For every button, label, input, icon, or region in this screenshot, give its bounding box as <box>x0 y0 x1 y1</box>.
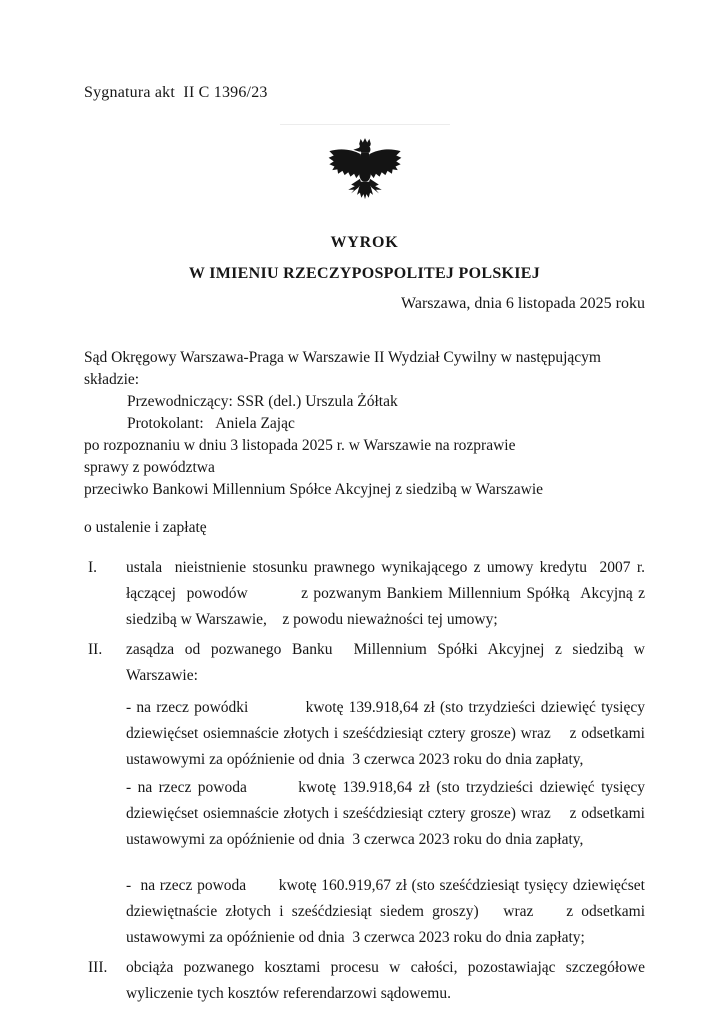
ruling-2-sub-item-2: - na rzecz powoda kwotę 139.918,64 zł (sto trzydzieści dziewięć tysięcy dziewięćset osiemnaście złotych i sześćdziesiąt cztery grosze) wraz z odsetkami ustawowymi za opóźnienie od dnia 3 czerwca 2023 roku do dnia zapłaty, <box>126 779 645 848</box>
judgment-title: WYROK <box>330 234 399 251</box>
subject-line: o ustalenie i zapłatę <box>84 519 207 536</box>
polish-eagle-emblem <box>325 127 405 219</box>
emblem-top-divider <box>280 124 450 125</box>
hearing-line: po rozpoznaniu w dniu 3 listopada 2025 r. w Warszawie na rozprawie <box>84 437 516 454</box>
ruling-item-1 <box>84 555 645 635</box>
presiding-judge-line: Przewodniczący: SSR (del.) Urszula Żółtak <box>127 393 398 410</box>
ruling-body-1 <box>126 555 645 635</box>
ruling-number-3: III. <box>88 959 108 976</box>
judgment-subtitle: W IMIENIU RZECZYPOSPOLITEJ POLSKIEJ <box>188 265 541 282</box>
emblem-container <box>84 124 645 224</box>
intro-section <box>84 347 645 539</box>
ruling-body-3 <box>126 955 645 1009</box>
ruling-1-paragraph: ustala nieistnienie stosunku prawnego wynikającego z umowy kredytu 2007 r. łączącej powodów z pozwanym Bankiem Millennium Spółką Akcyjną z siedzibą w Warszawie, z powodu nieważności tej umowy; <box>126 559 645 628</box>
rulings-list <box>84 555 645 1009</box>
ruling-3-paragraph: obciąża pozwanego kosztami procesu w całości, pozostawiając szczegółowe wyliczenie tych kosztów referendarzowi sądowemu. <box>126 959 645 1002</box>
case-number: Sygnatura akt II C 1396/23 <box>84 84 268 101</box>
ruling-item-3 <box>84 955 645 1009</box>
claim-line: sprawy z powództwa <box>84 459 215 476</box>
ruling-2-sub-item-3: - na rzecz powoda kwotę 160.919,67 zł (sto sześćdziesiąt tysięcy dziewięćset dziewiętnaście złotych i sześćdziesiąt siedem groszy) wraz z odsetkami ustawowymi za opóźnienie od dnia 3 czerwca 2023 roku do dnia zapłaty; <box>126 877 645 946</box>
clerk-line: Protokolant: Aniela Zając <box>127 415 295 432</box>
ruling-2-sub-item-1: - na rzecz powódki kwotę 139.918,64 zł (sto trzydzieści dziewięć tysięcy dziewięćset osiemnaście złotych i sześćdziesiąt cztery grosze) wraz z odsetkami ustawowymi za opóźnienie od dnia 3 czerwca 2023 roku do dnia zapłaty, <box>126 699 645 768</box>
place-date-line: Warszawa, dnia 6 listopada 2025 roku <box>401 295 645 312</box>
ruling-item-2 <box>84 637 645 953</box>
ruling-2-intro: zasądza od pozwanego Banku Millennium Spółki Akcyjnej z siedzibą w Warszawie: <box>126 641 645 684</box>
ruling-body-2 <box>126 637 645 953</box>
court-composition-line: Sąd Okręgowy Warszawa-Praga w Warszawie II Wydział Cywilny w następującym składzie: <box>84 349 601 388</box>
defendant-line: przeciwko Bankowi Millennium Spółce Akcyjnej z siedzibą w Warszawie <box>84 481 544 498</box>
ruling-number-2: II. <box>88 641 103 658</box>
ruling-number-1: I. <box>88 559 98 576</box>
